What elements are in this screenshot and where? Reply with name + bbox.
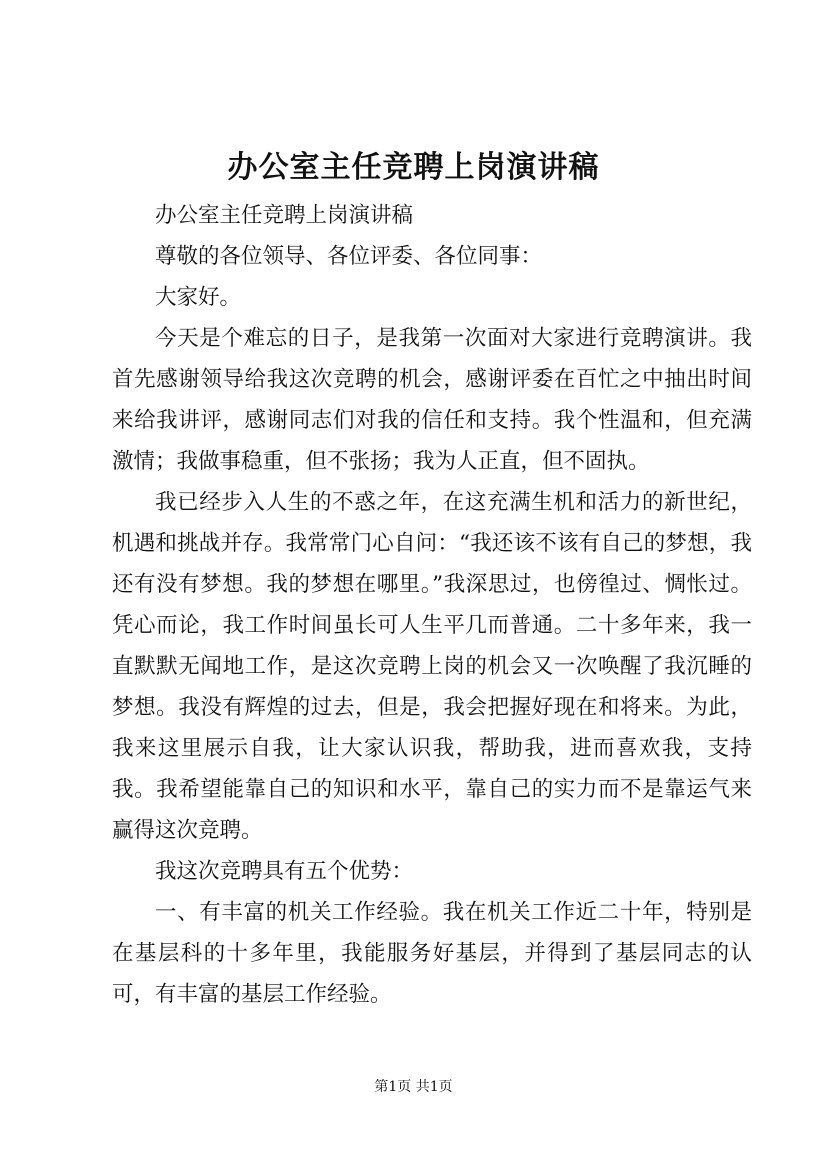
paragraph-salutation: 尊敬的各位领导、各位评委、各位同事： [155,244,543,269]
document-title: 办公室主任竞聘上岗演讲稿 [227,150,600,185]
paragraph-subtitle: 办公室主任竞聘上岗演讲稿 [155,203,414,228]
paragraph-intro: 今天是个难忘的日子，是我第一次面对大家进行竞聘演讲。我首先感谢领导给我这次竞聘的机会，感谢评委在百忙之中抽出时间来给我讲评，感谢同志们对我的信任和支持。我个性温和，但充满激情；我做事稳重，但不张扬；我为人正直，但不固执。 [112,326,752,474]
document-body [112,195,752,1015]
paragraph-background: 我已经步入人生的不惑之年，在这充满生机和活力的新世纪，机遇和挑战并存。我常常门心自问：“我还该不该有自己的梦想，我还有没有梦想。我的梦想在哪里。”我深思过，也傍徨过、惆怅过。凭心而论，我工作时间虽长可人生平几而普通。二十多年来，我一直默默无闻地工作，是这次竞聘上岗的机会又一次唤醒了我沉睡的梦想。我没有辉煌的过去，但是，我会把握好现在和将来。为此，我来这里展示自我，让大家认识我，帮助我，进而喜欢我，支持我。我希望能靠自己的知识和水平，靠自己的实力而不是靠运气来赢得这次竞聘。 [112,490,752,843]
paragraph-advantages-heading: 我这次竞聘具有五个优势： [155,859,414,884]
paragraph-greeting: 大家好。 [155,285,242,310]
page-number-footer: 第1页 共1页 [374,1079,453,1095]
paragraph-advantage-one: 一、有丰富的机关工作经验。我在机关工作近二十年，特别是在基层科的十多年里，我能服务好基层，并得到了基层同志的认可，有丰富的基层工作经验。 [112,900,752,1007]
